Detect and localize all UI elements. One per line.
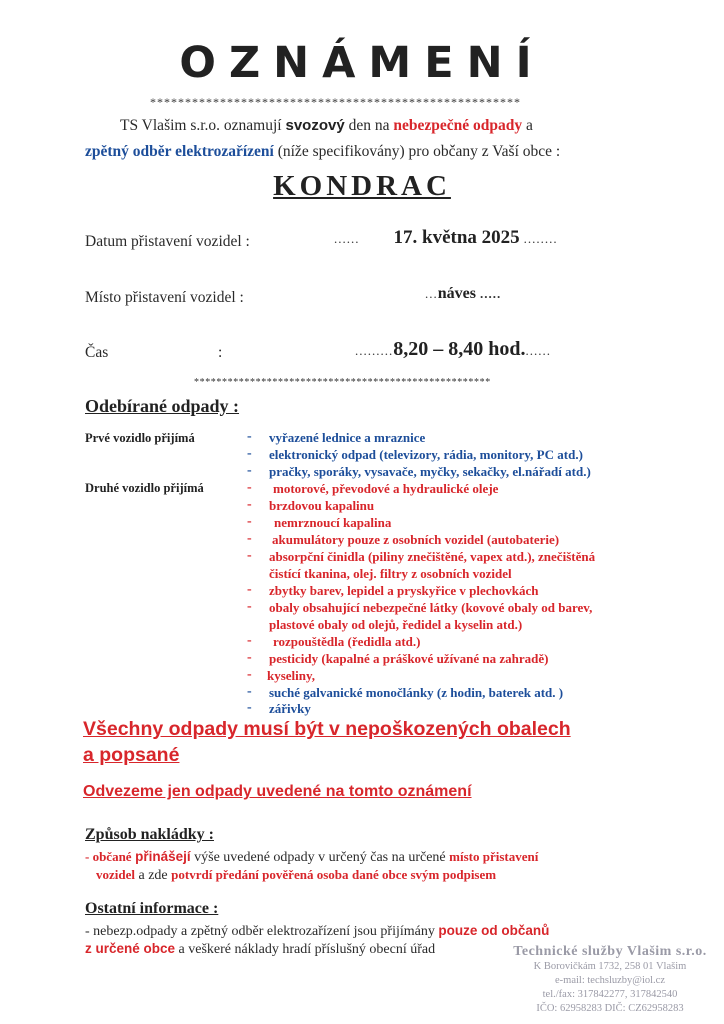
list-item: nemrznoucí kapalina: [274, 515, 392, 530]
list-item-continued: plastové obaly od olejů, ředidel a kyselin atd.): [269, 617, 523, 632]
intro-line-1: [120, 117, 533, 135]
list-item: motorové, převodové a hydraulické oleje: [273, 481, 499, 496]
town-name: KONDRAC: [273, 170, 451, 202]
loading-highlight: vozidel: [96, 867, 135, 882]
star-divider-middle: *****************************************************: [194, 377, 491, 388]
list-dash: -: [247, 667, 252, 682]
other-info-title: Ostatní informace :: [85, 900, 219, 917]
company-stamp: [505, 944, 715, 1016]
date-label: Datum přistavení vozidel :: [85, 233, 250, 250]
second-vehicle-label: Druhé vozidlo přijímá: [85, 481, 204, 495]
intro-text: TS Vlašim s.r.o. oznamují: [120, 117, 282, 134]
dots: ...: [425, 286, 438, 301]
dots: .........: [355, 343, 394, 358]
list-item: brzdovou kapalinu: [269, 498, 375, 513]
page-title: OZNÁMENÍ: [179, 38, 545, 88]
list-dash: -: [247, 429, 252, 444]
list-dash: -: [247, 582, 252, 597]
list-item: rozpouštědla (ředidla atd.): [273, 634, 421, 649]
first-vehicle-label: Prvé vozidlo přijímá: [85, 431, 195, 445]
loading-line-1: [85, 849, 538, 866]
loading-highlight: potvrdí předání pověřená osoba: [171, 867, 349, 882]
intro-hazard-highlight: nebezpečné odpady: [393, 117, 523, 134]
loading-highlight: přinášejí: [135, 849, 191, 864]
dots: .....: [479, 286, 502, 301]
intro-text: a: [525, 117, 533, 134]
list-dash: -: [247, 684, 252, 699]
packaging-warning-line-2: a popsané: [83, 744, 180, 766]
other-info-text: - nebezp.odpady a zpětný odběr elektrozařízení jsou přijímány: [85, 924, 435, 939]
loading-text: výše uvedené odpady v určený čas na určené: [194, 850, 446, 865]
packaging-warning-line-1: Všechny odpady musí být v nepoškozených obalech: [83, 718, 571, 740]
other-info-line-2: [85, 941, 435, 958]
section-title: Odebírané odpady :: [85, 396, 240, 416]
time-label: Čas: [85, 344, 109, 361]
list-item: pesticidy (kapalné a práškové užívané na zahradě): [269, 651, 549, 666]
loading-highlight: dané obce svým podpisem: [351, 867, 497, 882]
time-value-row: [355, 338, 551, 361]
other-info-text: a veškeré náklady hradí příslušný obecní úřad: [178, 942, 436, 957]
list-item: zbytky barev, lepidel a pryskyřice v plechovkách: [269, 583, 539, 598]
list-dash: -: [247, 497, 252, 512]
stamp-email: e-mail: techsluzby@iol.cz: [555, 975, 665, 986]
list-dash: -: [247, 599, 252, 614]
list-dash: -: [247, 531, 252, 546]
date-value: 17. května 2025: [393, 227, 520, 248]
list-item: vyřazené lednice a mraznice: [269, 430, 426, 445]
dots: ......: [334, 231, 360, 246]
time-colon: :: [218, 344, 223, 361]
intro-electro-highlight: zpětný odběr elektrozařízení: [85, 143, 274, 160]
intro-line-2: [85, 143, 560, 161]
stamp-company-name: Technické služby Vlašim s.r.o.: [513, 944, 707, 959]
dots: ........: [523, 231, 558, 246]
list-item: akumulátory pouze z osobních vozidel (autobaterie): [272, 532, 560, 547]
intro-svozovy: svozový: [285, 117, 345, 134]
loading-line-2: [96, 867, 496, 884]
date-value-row: [334, 227, 558, 249]
list-dash: -: [247, 633, 252, 648]
packaging-warning: [83, 716, 571, 768]
list-item: pračky, sporáky, vysavače, myčky, sekačky, el.nářadí atd.): [269, 464, 591, 479]
list-item: kyseliny,: [267, 668, 316, 683]
list-item: zářivky: [269, 701, 311, 716]
stamp-phone: tel./fax: 317842277, 317842540: [542, 989, 678, 1000]
loading-title: Způsob nakládky :: [85, 826, 214, 843]
list-dash: -: [247, 480, 252, 495]
list-item: absorpční činidla (piliny znečištěné, vapex atd.), znečištěná: [269, 549, 596, 564]
loading-text: - občané: [85, 849, 132, 864]
place-label: Místo přistavení vozidel :: [85, 289, 244, 306]
stamp-ids: IČO: 62958283 DIČ: CZ62958283: [536, 1003, 684, 1014]
star-divider-top: *****************************************************: [150, 95, 521, 109]
other-info-highlight: z určené obce: [85, 941, 176, 956]
intro-text: (níže specifikovány) pro občany z Vaší obce :: [277, 143, 561, 160]
list-dash: -: [247, 446, 252, 461]
intro-text: den na: [348, 117, 390, 134]
list-item: suché galvanické monočlánky (z hodin, baterek atd. ): [269, 685, 564, 700]
list-dash: -: [247, 548, 252, 563]
loading-text: a zde: [138, 868, 168, 883]
list-dash: -: [247, 463, 252, 478]
list-dash: -: [247, 700, 252, 715]
dots: ......: [525, 343, 551, 358]
list-item: elektronický odpad (televizory, rádia, monitory, PC atd.): [269, 447, 583, 462]
list-item-continued: čistící tkanina, olej. filtry z osobních vozidel: [269, 566, 512, 581]
stamp-address: K Borovičkám 1732, 258 01 Vlašim: [533, 961, 687, 972]
loading-highlight: místo přistavení: [449, 849, 539, 864]
place-value-row: [425, 285, 501, 303]
list-item: obaly obsahující nebezpečné látky (kovové obaly od barev,: [269, 600, 593, 615]
time-value: 8,20 – 8,40 hod.: [393, 338, 526, 360]
list-dash: -: [247, 514, 252, 529]
other-info-highlight: pouze od občanů: [438, 923, 550, 938]
place-value: náves: [437, 285, 476, 302]
other-info-line-1: [85, 923, 549, 940]
listed-only-warning: Odvezeme jen odpady uvedené na tomto oznámení: [83, 783, 472, 800]
list-dash: -: [247, 650, 252, 665]
